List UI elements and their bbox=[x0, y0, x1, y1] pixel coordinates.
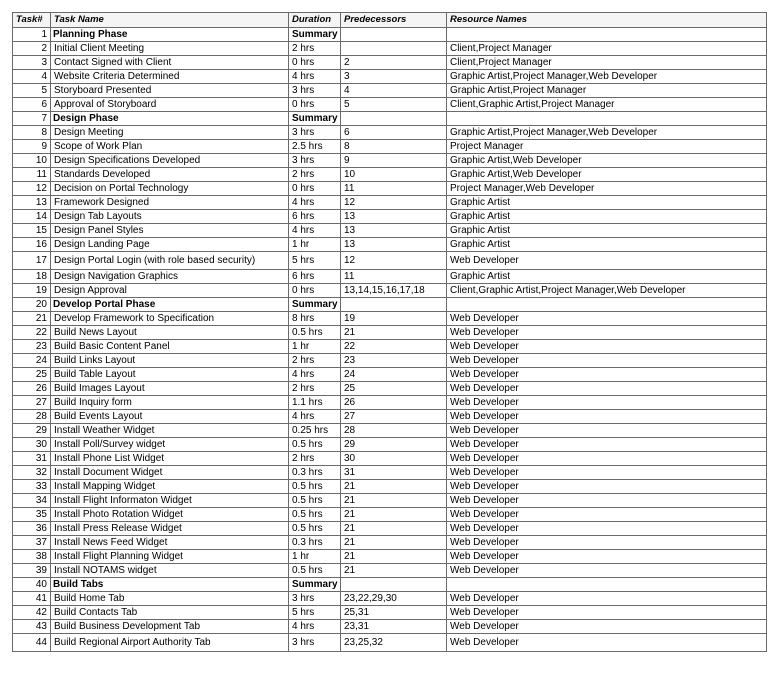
task-number-cell: 37 bbox=[13, 536, 51, 550]
table-row bbox=[13, 238, 767, 252]
predecessors-cell: 21 bbox=[341, 508, 447, 522]
task-number-cell: 11 bbox=[13, 168, 51, 182]
table-row bbox=[13, 382, 767, 396]
table-row bbox=[13, 606, 767, 620]
duration-cell: 0.5 hrs bbox=[289, 438, 341, 452]
duration-cell: 0.5 hrs bbox=[289, 326, 341, 340]
task-name-cell: Design Meeting bbox=[51, 126, 289, 140]
table-row bbox=[13, 494, 767, 508]
task-number-cell: 18 bbox=[13, 270, 51, 284]
task-name-cell: Framework Designed bbox=[51, 196, 289, 210]
header-task-name: Task Name bbox=[51, 13, 289, 28]
task-number-cell: 39 bbox=[13, 564, 51, 578]
predecessors-cell: 31 bbox=[341, 466, 447, 480]
resource-names-cell: Web Developer bbox=[447, 396, 767, 410]
resource-names-cell: Web Developer bbox=[447, 564, 767, 578]
resource-names-cell: Web Developer bbox=[447, 252, 767, 270]
task-name-cell: Build Home Tab bbox=[51, 592, 289, 606]
predecessors-cell: 23 bbox=[341, 354, 447, 368]
table-row bbox=[13, 70, 767, 84]
predecessors-cell: 6 bbox=[341, 126, 447, 140]
resource-names-cell: Web Developer bbox=[447, 550, 767, 564]
task-name-cell: Install Poll/Survey widget bbox=[51, 438, 289, 452]
predecessors-cell: 23,31 bbox=[341, 620, 447, 634]
task-name-cell: Design Landing Page bbox=[51, 238, 289, 252]
task-name-cell: Scope of Work Plan bbox=[51, 140, 289, 154]
duration-cell: 1 hr bbox=[289, 238, 341, 252]
task-name-cell: Develop Framework to Specification bbox=[51, 312, 289, 326]
task-number-cell: 16 bbox=[13, 238, 51, 252]
duration-cell: 0 hrs bbox=[289, 284, 341, 298]
table-row bbox=[13, 396, 767, 410]
resource-names-cell: Graphic Artist bbox=[447, 238, 767, 252]
task-name-cell: Build Links Layout bbox=[51, 354, 289, 368]
table-row bbox=[13, 368, 767, 382]
task-name-cell: Contact Signed with Client bbox=[51, 56, 289, 70]
table-row bbox=[13, 410, 767, 424]
resource-names-cell bbox=[447, 28, 767, 42]
resource-names-cell: Client,Graphic Artist,Project Manager bbox=[447, 98, 767, 112]
predecessors-cell bbox=[341, 42, 447, 56]
resource-names-cell: Web Developer bbox=[447, 312, 767, 326]
task-number-cell: 23 bbox=[13, 340, 51, 354]
task-name-cell: Develop Portal Phase bbox=[51, 298, 289, 312]
predecessors-cell: 23,25,32 bbox=[341, 634, 447, 652]
resource-names-cell: Graphic Artist,Project Manager bbox=[447, 84, 767, 98]
header-duration: Duration bbox=[289, 13, 341, 28]
duration-cell: 2.5 hrs bbox=[289, 140, 341, 154]
predecessors-cell: 12 bbox=[341, 252, 447, 270]
task-name-cell: Design Approval bbox=[51, 284, 289, 298]
table-row bbox=[13, 326, 767, 340]
duration-cell: 1.1 hrs bbox=[289, 396, 341, 410]
duration-cell: 2 hrs bbox=[289, 452, 341, 466]
predecessors-cell: 23,22,29,30 bbox=[341, 592, 447, 606]
predecessors-cell: 30 bbox=[341, 452, 447, 466]
table-row bbox=[13, 196, 767, 210]
resource-names-cell: Web Developer bbox=[447, 480, 767, 494]
predecessors-cell: 26 bbox=[341, 396, 447, 410]
table-row bbox=[13, 424, 767, 438]
table-row bbox=[13, 480, 767, 494]
table-row bbox=[13, 536, 767, 550]
duration-cell: 2 hrs bbox=[289, 354, 341, 368]
resource-names-cell: Web Developer bbox=[447, 326, 767, 340]
task-name-cell: Build News Layout bbox=[51, 326, 289, 340]
resource-names-cell: Graphic Artist bbox=[447, 224, 767, 238]
duration-cell: Summary bbox=[289, 298, 341, 312]
task-name-cell: Storyboard Presented bbox=[51, 84, 289, 98]
task-number-cell: 33 bbox=[13, 480, 51, 494]
summary-row bbox=[13, 28, 767, 42]
table-row bbox=[13, 452, 767, 466]
summary-row bbox=[13, 298, 767, 312]
task-name-cell: Build Inquiry form bbox=[51, 396, 289, 410]
predecessors-cell bbox=[341, 28, 447, 42]
table-row bbox=[13, 84, 767, 98]
task-number-cell: 7 bbox=[13, 112, 51, 126]
duration-cell: Summary bbox=[289, 578, 341, 592]
predecessors-cell: 22 bbox=[341, 340, 447, 354]
duration-cell: 6 hrs bbox=[289, 210, 341, 224]
resource-names-cell: Web Developer bbox=[447, 536, 767, 550]
duration-cell: 0.5 hrs bbox=[289, 480, 341, 494]
duration-cell: 5 hrs bbox=[289, 606, 341, 620]
task-number-cell: 24 bbox=[13, 354, 51, 368]
task-number-cell: 44 bbox=[13, 634, 51, 652]
task-number-cell: 10 bbox=[13, 154, 51, 168]
duration-cell: 3 hrs bbox=[289, 126, 341, 140]
predecessors-cell: 8 bbox=[341, 140, 447, 154]
task-number-cell: 38 bbox=[13, 550, 51, 564]
summary-row bbox=[13, 112, 767, 126]
duration-cell: 0 hrs bbox=[289, 182, 341, 196]
duration-cell: 0.25 hrs bbox=[289, 424, 341, 438]
resource-names-cell: Project Manager,Web Developer bbox=[447, 182, 767, 196]
table-row bbox=[13, 550, 767, 564]
task-number-cell: 42 bbox=[13, 606, 51, 620]
task-name-cell: Install Document Widget bbox=[51, 466, 289, 480]
task-number-cell: 9 bbox=[13, 140, 51, 154]
table-row bbox=[13, 126, 767, 140]
duration-cell: 4 hrs bbox=[289, 196, 341, 210]
task-name-cell: Design Tab Layouts bbox=[51, 210, 289, 224]
task-name-cell: Build Tabs bbox=[51, 578, 289, 592]
task-name-cell: Build Events Layout bbox=[51, 410, 289, 424]
task-name-cell: Install Flight Informaton Widget bbox=[51, 494, 289, 508]
duration-cell: Summary bbox=[289, 112, 341, 126]
resource-names-cell: Web Developer bbox=[447, 634, 767, 652]
task-number-cell: 32 bbox=[13, 466, 51, 480]
table-row bbox=[13, 564, 767, 578]
duration-cell: 4 hrs bbox=[289, 70, 341, 84]
resource-names-cell bbox=[447, 112, 767, 126]
task-number-cell: 28 bbox=[13, 410, 51, 424]
task-number-cell: 41 bbox=[13, 592, 51, 606]
predecessors-cell: 21 bbox=[341, 550, 447, 564]
duration-cell: 0.5 hrs bbox=[289, 494, 341, 508]
task-name-cell: Install Photo Rotation Widget bbox=[51, 508, 289, 522]
table-row bbox=[13, 634, 767, 652]
resource-names-cell: Web Developer bbox=[447, 592, 767, 606]
task-number-cell: 31 bbox=[13, 452, 51, 466]
table-row bbox=[13, 340, 767, 354]
duration-cell: Summary bbox=[289, 28, 341, 42]
table-row bbox=[13, 270, 767, 284]
duration-cell: 0.5 hrs bbox=[289, 564, 341, 578]
task-number-cell: 30 bbox=[13, 438, 51, 452]
resource-names-cell: Web Developer bbox=[447, 410, 767, 424]
resource-names-cell: Web Developer bbox=[447, 354, 767, 368]
predecessors-cell: 5 bbox=[341, 98, 447, 112]
duration-cell: 1 hr bbox=[289, 550, 341, 564]
duration-cell: 0 hrs bbox=[289, 56, 341, 70]
table-row bbox=[13, 522, 767, 536]
table-row bbox=[13, 508, 767, 522]
task-name-cell: Install Press Release Widget bbox=[51, 522, 289, 536]
task-number-cell: 40 bbox=[13, 578, 51, 592]
predecessors-cell: 13 bbox=[341, 238, 447, 252]
table-row bbox=[13, 56, 767, 70]
table-row bbox=[13, 620, 767, 634]
task-number-cell: 25 bbox=[13, 368, 51, 382]
task-number-cell: 1 bbox=[13, 28, 51, 42]
header-task-number: Task# bbox=[13, 13, 51, 28]
duration-cell: 3 hrs bbox=[289, 84, 341, 98]
resource-names-cell: Web Developer bbox=[447, 620, 767, 634]
resource-names-cell: Graphic Artist,Project Manager,Web Developer bbox=[447, 70, 767, 84]
table-row bbox=[13, 182, 767, 196]
duration-cell: 4 hrs bbox=[289, 224, 341, 238]
resource-names-cell: Web Developer bbox=[447, 466, 767, 480]
table-row bbox=[13, 140, 767, 154]
duration-cell: 5 hrs bbox=[289, 252, 341, 270]
predecessors-cell: 11 bbox=[341, 182, 447, 196]
resource-names-cell: Web Developer bbox=[447, 382, 767, 396]
table-row bbox=[13, 154, 767, 168]
task-name-cell: Design Panel Styles bbox=[51, 224, 289, 238]
table-row bbox=[13, 98, 767, 112]
duration-cell: 0.5 hrs bbox=[289, 508, 341, 522]
task-number-cell: 6 bbox=[13, 98, 51, 112]
task-number-cell: 43 bbox=[13, 620, 51, 634]
duration-cell: 3 hrs bbox=[289, 154, 341, 168]
task-name-cell: Build Images Layout bbox=[51, 382, 289, 396]
task-number-cell: 19 bbox=[13, 284, 51, 298]
task-number-cell: 15 bbox=[13, 224, 51, 238]
table-row bbox=[13, 284, 767, 298]
predecessors-cell: 13 bbox=[341, 210, 447, 224]
task-name-cell: Build Table Layout bbox=[51, 368, 289, 382]
table-row bbox=[13, 592, 767, 606]
duration-cell: 4 hrs bbox=[289, 410, 341, 424]
predecessors-cell: 12 bbox=[341, 196, 447, 210]
predecessors-cell: 28 bbox=[341, 424, 447, 438]
task-name-cell: Standards Developed bbox=[51, 168, 289, 182]
predecessors-cell: 2 bbox=[341, 56, 447, 70]
resource-names-cell: Web Developer bbox=[447, 606, 767, 620]
resource-names-cell bbox=[447, 298, 767, 312]
predecessors-cell: 21 bbox=[341, 326, 447, 340]
task-name-cell: Install Weather Widget bbox=[51, 424, 289, 438]
task-number-cell: 22 bbox=[13, 326, 51, 340]
table-row bbox=[13, 42, 767, 56]
task-number-cell: 2 bbox=[13, 42, 51, 56]
header-resource-names: Resource Names bbox=[447, 13, 767, 28]
predecessors-cell: 4 bbox=[341, 84, 447, 98]
predecessors-cell: 25 bbox=[341, 382, 447, 396]
task-name-cell: Build Business Development Tab bbox=[51, 620, 289, 634]
task-number-cell: 5 bbox=[13, 84, 51, 98]
resource-names-cell: Web Developer bbox=[447, 368, 767, 382]
task-number-cell: 29 bbox=[13, 424, 51, 438]
task-name-cell: Install Phone List Widget bbox=[51, 452, 289, 466]
predecessors-cell: 21 bbox=[341, 564, 447, 578]
predecessors-cell: 21 bbox=[341, 536, 447, 550]
task-name-cell: Build Contacts Tab bbox=[51, 606, 289, 620]
predecessors-cell bbox=[341, 578, 447, 592]
resource-names-cell: Web Developer bbox=[447, 438, 767, 452]
predecessors-cell: 3 bbox=[341, 70, 447, 84]
task-number-cell: 13 bbox=[13, 196, 51, 210]
duration-cell: 2 hrs bbox=[289, 382, 341, 396]
resource-names-cell: Graphic Artist,Web Developer bbox=[447, 168, 767, 182]
duration-cell: 0.5 hrs bbox=[289, 522, 341, 536]
resource-names-cell: Web Developer bbox=[447, 522, 767, 536]
predecessors-cell: 21 bbox=[341, 480, 447, 494]
resource-names-cell: Graphic Artist bbox=[447, 196, 767, 210]
task-number-cell: 12 bbox=[13, 182, 51, 196]
task-name-cell: Install Flight Planning Widget bbox=[51, 550, 289, 564]
resource-names-cell: Client,Project Manager bbox=[447, 42, 767, 56]
task-schedule-table bbox=[12, 12, 767, 652]
task-name-cell: Install NOTAMS widget bbox=[51, 564, 289, 578]
table-row bbox=[13, 354, 767, 368]
duration-cell: 3 hrs bbox=[289, 634, 341, 652]
task-name-cell: Install Mapping Widget bbox=[51, 480, 289, 494]
resource-names-cell: Graphic Artist,Web Developer bbox=[447, 154, 767, 168]
task-number-cell: 4 bbox=[13, 70, 51, 84]
table-row bbox=[13, 168, 767, 182]
predecessors-cell: 13,14,15,16,17,18 bbox=[341, 284, 447, 298]
task-number-cell: 36 bbox=[13, 522, 51, 536]
duration-cell: 2 hrs bbox=[289, 42, 341, 56]
task-number-cell: 34 bbox=[13, 494, 51, 508]
predecessors-cell: 25,31 bbox=[341, 606, 447, 620]
task-number-cell: 20 bbox=[13, 298, 51, 312]
duration-cell: 8 hrs bbox=[289, 312, 341, 326]
table-row bbox=[13, 252, 767, 270]
header-row bbox=[13, 13, 767, 28]
task-number-cell: 35 bbox=[13, 508, 51, 522]
predecessors-cell: 9 bbox=[341, 154, 447, 168]
task-name-cell: Design Specifications Developed bbox=[51, 154, 289, 168]
task-rows bbox=[13, 28, 767, 652]
task-name-cell: Design Portal Login (with role based security) bbox=[51, 252, 289, 270]
predecessors-cell: 21 bbox=[341, 494, 447, 508]
resource-names-cell: Web Developer bbox=[447, 452, 767, 466]
duration-cell: 0.3 hrs bbox=[289, 466, 341, 480]
resource-names-cell: Web Developer bbox=[447, 340, 767, 354]
resource-names-cell: Graphic Artist bbox=[447, 210, 767, 224]
task-name-cell: Approval of Storyboard bbox=[51, 98, 289, 112]
task-name-cell: Design Navigation Graphics bbox=[51, 270, 289, 284]
predecessors-cell: 10 bbox=[341, 168, 447, 182]
resource-names-cell bbox=[447, 578, 767, 592]
task-number-cell: 21 bbox=[13, 312, 51, 326]
predecessors-cell: 29 bbox=[341, 438, 447, 452]
table-row bbox=[13, 466, 767, 480]
duration-cell: 2 hrs bbox=[289, 168, 341, 182]
duration-cell: 0.3 hrs bbox=[289, 536, 341, 550]
resource-names-cell: Web Developer bbox=[447, 424, 767, 438]
resource-names-cell: Web Developer bbox=[447, 494, 767, 508]
task-name-cell: Design Phase bbox=[51, 112, 289, 126]
predecessors-cell: 27 bbox=[341, 410, 447, 424]
task-name-cell: Decision on Portal Technology bbox=[51, 182, 289, 196]
task-name-cell: Install News Feed Widget bbox=[51, 536, 289, 550]
resource-names-cell: Graphic Artist,Project Manager,Web Developer bbox=[447, 126, 767, 140]
predecessors-cell bbox=[341, 112, 447, 126]
table-row bbox=[13, 224, 767, 238]
predecessors-cell: 21 bbox=[341, 522, 447, 536]
table-row bbox=[13, 210, 767, 224]
task-number-cell: 8 bbox=[13, 126, 51, 140]
duration-cell: 4 hrs bbox=[289, 368, 341, 382]
predecessors-cell: 19 bbox=[341, 312, 447, 326]
task-number-cell: 17 bbox=[13, 252, 51, 270]
resource-names-cell: Graphic Artist bbox=[447, 270, 767, 284]
predecessors-cell: 24 bbox=[341, 368, 447, 382]
task-name-cell: Build Basic Content Panel bbox=[51, 340, 289, 354]
task-number-cell: 26 bbox=[13, 382, 51, 396]
predecessors-cell: 11 bbox=[341, 270, 447, 284]
task-number-cell: 14 bbox=[13, 210, 51, 224]
task-name-cell: Planning Phase bbox=[51, 28, 289, 42]
predecessors-cell bbox=[341, 298, 447, 312]
predecessors-cell: 13 bbox=[341, 224, 447, 238]
duration-cell: 4 hrs bbox=[289, 620, 341, 634]
summary-row bbox=[13, 578, 767, 592]
resource-names-cell: Project Manager bbox=[447, 140, 767, 154]
duration-cell: 1 hr bbox=[289, 340, 341, 354]
duration-cell: 3 hrs bbox=[289, 592, 341, 606]
duration-cell: 0 hrs bbox=[289, 98, 341, 112]
resource-names-cell: Client,Graphic Artist,Project Manager,Web Developer bbox=[447, 284, 767, 298]
task-name-cell: Build Regional Airport Authority Tab bbox=[51, 634, 289, 652]
table-row bbox=[13, 312, 767, 326]
task-number-cell: 27 bbox=[13, 396, 51, 410]
task-name-cell: Website Criteria Determined bbox=[51, 70, 289, 84]
resource-names-cell: Client,Project Manager bbox=[447, 56, 767, 70]
task-name-cell: Initial Client Meeting bbox=[51, 42, 289, 56]
resource-names-cell: Web Developer bbox=[447, 508, 767, 522]
header-predecessors: Predecessors bbox=[341, 13, 447, 28]
task-number-cell: 3 bbox=[13, 56, 51, 70]
duration-cell: 6 hrs bbox=[289, 270, 341, 284]
table-row bbox=[13, 438, 767, 452]
